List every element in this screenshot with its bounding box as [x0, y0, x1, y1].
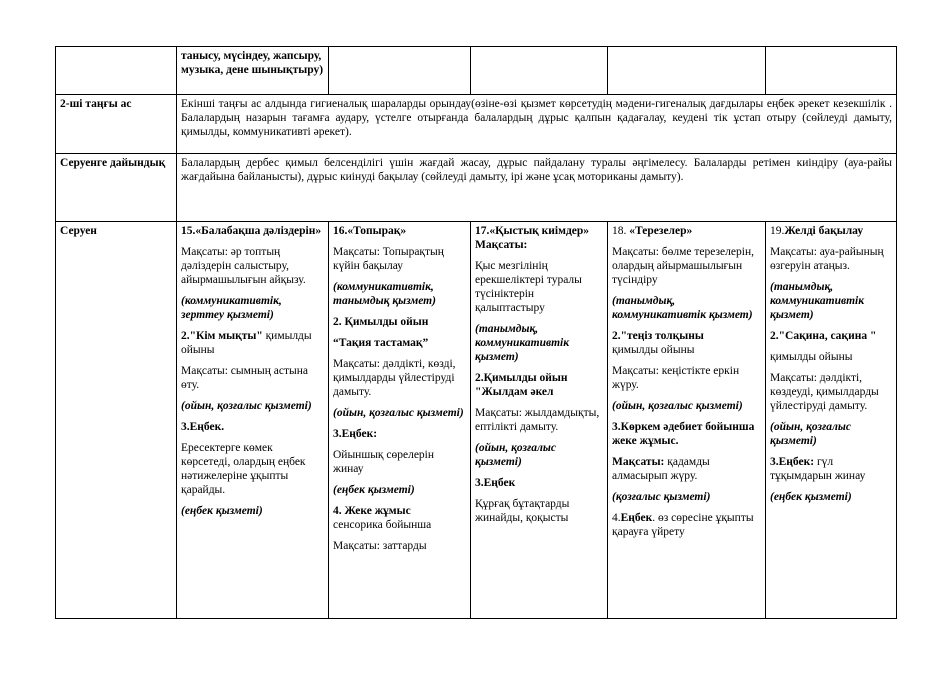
walk-col-17	[471, 222, 608, 619]
walk-function: (танымдық, коммуникативтік қызмет)	[612, 295, 753, 321]
continuation-cell-2	[329, 47, 471, 95]
walk-goal-3: Мақсаты: заттарды	[333, 540, 427, 552]
walk-col-18	[608, 222, 766, 619]
continuation-text: танысу, мүсіндеу, жапсыру, музыка, дене шынықтыру)	[181, 50, 324, 76]
walk-goal: Қыс мезгілінің ерекшеліктері туралы түсініктерін қалыптастыру	[475, 260, 582, 314]
walk-work: 3.Еңбек: гүл тұқымдарын жинау	[770, 456, 866, 482]
walk-row	[56, 222, 897, 619]
walk-function: (коммуникативтік, танымдық қызмет)	[333, 281, 436, 307]
walk-title: 16.«Топырақ»	[333, 225, 407, 237]
walk-label	[56, 222, 177, 619]
walk-prep-row	[56, 154, 897, 222]
walk-individual: 4. Жеке жұмыс	[333, 505, 411, 517]
walk-function-2: (ойын, қозғалыс қызметі)	[181, 400, 312, 412]
walk-game: 2. Қимылды ойын	[333, 316, 429, 328]
walk-game: 2."теңіз толқыны қимылды ойыны	[612, 330, 704, 356]
walk-game-rest: қимылды ойыны	[770, 351, 853, 363]
walk-goal-3: Мақсаты: қадамды алмасырып жүру.	[612, 456, 710, 482]
second-breakfast-row	[56, 95, 897, 154]
walk-work-text: Ересектерге көмек көрсетеді, олардың еңбек нәтижелеріне ұқыпты қарайды.	[181, 442, 306, 496]
continuation-row	[56, 47, 897, 95]
walk-goal: Мақсаты: ауа-райының өзгеруін атаңыз.	[770, 246, 884, 272]
continuation-cell-1	[177, 47, 329, 95]
walk-function: (танымдық, коммуникативтік қызмет)	[475, 323, 570, 363]
walk-function-2: (ойын, қозғалыс қызметі)	[475, 442, 556, 468]
continuation-cell-4	[608, 47, 766, 95]
walk-function: (коммуникативтік, зерттеу қызметі)	[181, 295, 282, 321]
walk-title: 17.«Қыстық киімдер»	[475, 225, 590, 237]
walk-game: 2.Қимылды ойын "Жылдам әкел	[475, 372, 568, 398]
walk-work: 4.Еңбек. өз сөресіне ұқыпты қарауға үйрету	[612, 512, 754, 538]
continuation-label-cell	[56, 47, 177, 95]
walk-function-3: (еңбек қызметі)	[770, 491, 852, 503]
continuation-cell-5	[766, 47, 897, 95]
walk-function-2: (ойын, қозғалыс қызметі)	[612, 400, 743, 412]
walk-work-text: Ойыншық сөрелерін жинау	[333, 449, 435, 475]
walk-function-2: (ойын, қозғалыс қызметі)	[770, 421, 851, 447]
walk-prep-label: Серуенге дайындық	[56, 154, 177, 222]
walk-function-3: (еңбек қызметі)	[333, 484, 415, 496]
walk-label-text: Серуен	[60, 225, 97, 237]
walk-work-text: Құрғақ бұтақтарды жинайды, қоқысты	[475, 498, 570, 524]
walk-function-3: (қозғалыс қызметі)	[612, 491, 711, 503]
walk-goal-2: Мақсаты: кеңістікте еркін жүру.	[612, 365, 740, 391]
walk-game-name: “Тақия тастамақ”	[333, 337, 429, 349]
walk-work: 3.Еңбек:	[333, 428, 378, 440]
walk-goal-2: Мақсаты: дәлдікті, көздеуді, қимылдарды үйлестіруді дамыту.	[770, 372, 879, 412]
walk-col-15	[177, 222, 329, 619]
walk-goal: Мақсаты: бөлме терезелерін, олардың айырмашылығын түсіндіру	[612, 246, 754, 286]
walk-title: 15.«Балабақша дәліздерін»	[181, 225, 322, 237]
walk-individual-text: сенсорика бойынша	[333, 519, 432, 531]
walk-goal-2: Мақсаты: жылдамдықты, ептілікті дамыту.	[475, 407, 600, 433]
walk-game: 2."Кім мықты" қимылды ойыны	[181, 330, 312, 356]
walk-literature: 3.Көркем әдебиет бойынша жеке жұмыс.	[612, 421, 755, 447]
walk-game: 2."Сақина, сақина "	[770, 330, 877, 342]
daily-plan-table	[55, 46, 897, 619]
walk-goal: Мақсаты: әр топтың дәліздерін салыстыру, айырмашылығын айқызу.	[181, 246, 306, 286]
walk-goal: Мақсаты: Топырақтың күйін бақылау	[333, 246, 444, 272]
second-breakfast-text: Екінші таңғы ас алдында гигиеналық шараларды орындау(өзіне-өзі қызмет көрсетудің мәдени-гигеналық дағдылары еңбек әрекет кезекшілік . Балалардың назарын тағамға аудару, үстелге отырғанда балалардың дұрыс қалпын қадағалау, кеудені тік ұстап отыру (сөйлеуді дамыту, қимылды, коммуникативті әрекет).	[177, 95, 897, 154]
walk-goal-heading: Мақсаты:	[475, 239, 528, 251]
walk-function-3: (еңбек қызметі)	[181, 505, 263, 517]
walk-work: 3.Еңбек	[475, 477, 516, 489]
second-breakfast-label: 2-ші таңғы ас	[56, 95, 177, 154]
walk-title: 19.Желді бақылау	[770, 225, 864, 237]
walk-function: (танымдық, коммуникативтік қызмет)	[770, 281, 865, 321]
walk-col-16	[329, 222, 471, 619]
walk-work: 3.Еңбек.	[181, 421, 225, 433]
walk-col-19	[766, 222, 897, 619]
walk-prep-text: Балалардың дербес қимыл белсенділігі үшін жағдай жасау, дұрыс пайдалану туралы әңгімелесу. Балаларды ретімен киіндіру (ауа-райы жағдайына байланысты), дұрыс киінуді бақылау (сөйлеуді дамыту, ірі және ұсақ моториканы дамыту).	[177, 154, 897, 222]
walk-title: 18. «Терезелер»	[612, 225, 693, 237]
walk-goal-2: Мақсаты: дәлдікті, көзді, қимылдарды үйлестіруді дамыту.	[333, 358, 456, 398]
walk-goal-2: Мақсаты: сымның астына өту.	[181, 365, 309, 391]
continuation-cell-3	[471, 47, 608, 95]
walk-function-2: (ойын, қозғалыс қызметі)	[333, 407, 464, 419]
